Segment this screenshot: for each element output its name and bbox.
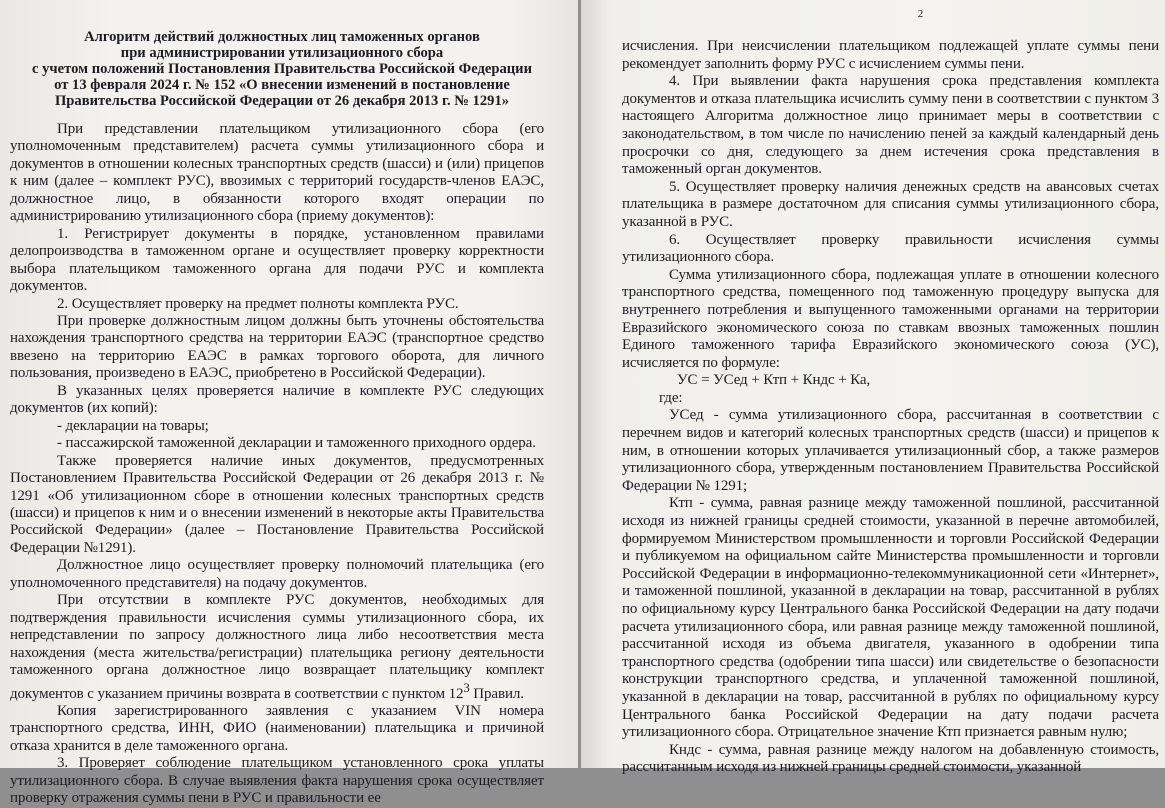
rule-reference: 12: [448, 685, 464, 702]
title-line: при администрировании утилизационного сбора: [120, 45, 444, 61]
title-line: Алгоритм действий должностных лиц таможенных органов: [84, 29, 480, 45]
paragraph-return: [10, 592, 544, 703]
paragraph-item-3: 3. Проверяет соблюдение плательщиком установленного срока уплаты утилизационного сбора. В случае выявления факта нарушения срока осуществляет проверку отражения суммы пени в РУС и правильности ее: [10, 755, 544, 807]
rule-reference-superscript: 3: [463, 680, 470, 695]
list-item: - пассажирской таможенной декларации и таможенного приходного ордера.: [57, 435, 536, 452]
formula-where: где:: [659, 389, 683, 406]
paragraph: При проверке должностным лицом должны быть уточнены обстоятельства нахождения транспортного средства на территории ЕАЭС (транспортное средство ввезено на территорию ЕАЭС в рамках торгового оборота, для личного пользования, произведено в ЕАЭС, приобретено в Российской Федерации).: [10, 312, 544, 382]
paragraph-intro: При представлении плательщиком утилизационного сбора (его уполномоченным представителем) расчета суммы утилизационного сбора и документов в отношении колесных транспортных средств (шасси) и (или) прицепов к ним (далее – комплект РУС), ввозимых с территорий государств-членов ЕАЭС, должностное лицо, в обязанности которого входят операции по администрированию утилизационного сбора (приему документов):: [10, 121, 544, 225]
definition-knds: Кндс - сумма, равная разнице между налогом на добавленную стоимость, рассчитанным исходя из нижней границы средней стоимости, указанной: [622, 741, 1159, 776]
formula: УС = УСед + Ктп + Кндс + Ка,: [677, 372, 871, 389]
document-page-left: [0, 0, 578, 807]
title-line: Правительства Российской Федерации от 26 декабря 2013 г. № 1291»: [54, 93, 510, 109]
list-item: - декларации на товары;: [57, 417, 209, 434]
paragraph-continuation: исчисления. При неисчислении плательщиком подлежащей уплате суммы пени рекомендует заполнить форму РУС с исчислением суммы пени.: [622, 38, 1159, 72]
document-title: [10, 29, 544, 109]
rule-reference-tail: Правил.: [473, 685, 524, 702]
paragraph-item-6: 6. Осуществляет проверку правильности исчисления суммы утилизационного сбора.: [622, 231, 1159, 266]
paragraph: Копия зарегистрированного заявления с указанием VIN номера транспортного средства, ИНН, ФИО (наименовании) плательщика и причиной отказа хранится в деле таможенного органа.: [10, 702, 544, 754]
definition-ktp: Ктп - сумма, равная разнице между таможенной пошлиной, рассчитанной исходя из нижней границы средней стоимости, указанной в перечне автомобилей, формируемом Министерством промышленности и торговли Российской Федерации и публикуемом на официальном сайте Министерства промышленности и торговли Российской Федерации в информационно-телекоммуникационной сети «Интернет», и таможенной пошлиной, указанной в декларации на товар, рассчитанной в рублях по официальному курсу Центрального банка Российской Федерации на дату подачи расчета утилизационного сбора, или равная разнице между таможенной пошлиной, рассчитанной исходя из объема двигателя, указанного в одобрении типа транспортного средства (одобрении типа шасси) или свидетельстве о безопасности конструкции транспортного средства, и уплаченной таможенной пошлиной, указанной в декларации на товар, рассчитанной в рублях по официальному курсу Центрального банка Российской Федерации на дату подачи расчета утилизационного сбора. Отрицательное значение Ктп признается равным нулю;: [622, 495, 1159, 741]
document-page-right: [581, 0, 1165, 776]
paragraph-return-text: При отсутствии в комплекте РУС документов, необходимых для подтверждения правильности исчисления суммы утилизационного сбора, их непредставлении по запросу должностного лица либо несоответствия места нахождения (места жительства/регистрации) плательщика региону деятельности таможенного органа должностное лицо возвращает плательщику комплект документов с указанием причины возврата в соответствии с пунктом: [10, 592, 544, 702]
paragraph: Сумма утилизационного сбора, подлежащая уплате в отношении колесного транспортного средства, помещенного под таможенную процедуру выпуска для внутреннего потребления и выпущенного таможенными органами на территории Евразийского экономического союза по ставкам ввозных таможенных пошлин Единого таможенного тарифа Евразийского экономического союза (УС), исчисляется по формуле:: [622, 266, 1159, 371]
paragraph: В указанных целях проверяется наличие в комплекте РУС следующих документов (их копий):: [10, 382, 544, 417]
title-line: с учетом положений Постановления Правительства Российской Федерации: [32, 61, 532, 77]
paragraph: Также проверяется наличие иных документов, предусмотренных Постановлением Правительства Российской Федерации от 26 декабря 2013 г. № 1291 «Об утилизационном сборе в отношении колесных транспортных средств (шасси) и прицепов к ним и о внесении изменений в некоторые акты Правительства Российской Федерации» (далее – Постановление Правительства Российской Федерации №1291).: [10, 452, 544, 556]
title-line: от 13 февраля 2024 г. № 152 «О внесении изменений в постановление: [54, 77, 510, 93]
paragraph-item-5: 5. Осуществляет проверку наличия денежных средств на авансовых счетах плательщика в размере достаточном для списания суммы утилизационного сбора, указанной в РУС.: [622, 178, 1159, 230]
paragraph-item-2: 2. Осуществляет проверку на предмет полноты комплекта РУС.: [57, 295, 459, 312]
paragraph: Должностное лицо осуществляет проверку полномочий плательщика (его уполномоченного представителя) на подачу документов.: [10, 557, 544, 591]
paragraph-item-1: 1. Регистрирует документы в порядке, установленном правилами делопроизводства в таможенном органе и осуществляет проверку корректности выбора плательщиком таможенного органа для подачи РУС и комплекта документов.: [10, 225, 544, 295]
paragraph-item-4: 4. При выявлении факта нарушения срока представления комплекта документов и отказа плательщика исчислить сумму пени в соответствии с пунктом 3 настоящего Алгоритма должностное лицо принимает меры в соответствии с законодательством, в том числе по начислению пеней за каждый календарный день просрочки со дня, следующего за днем истечения срока представления в таможенный орган документов.: [622, 73, 1159, 178]
page-number: 2: [917, 8, 924, 20]
definition-usedi: УСед - сумма утилизационного сбора, рассчитанная в соответствии с перечнем видов и категорий колесных транспортных средств (шасси) и прицепов к ним, в отношении которых уплачивается утилизационный сбор, а также размеров утилизационного сбора, утвержденным постановлением Правительства Российской Федерации № 1291;: [622, 407, 1159, 494]
